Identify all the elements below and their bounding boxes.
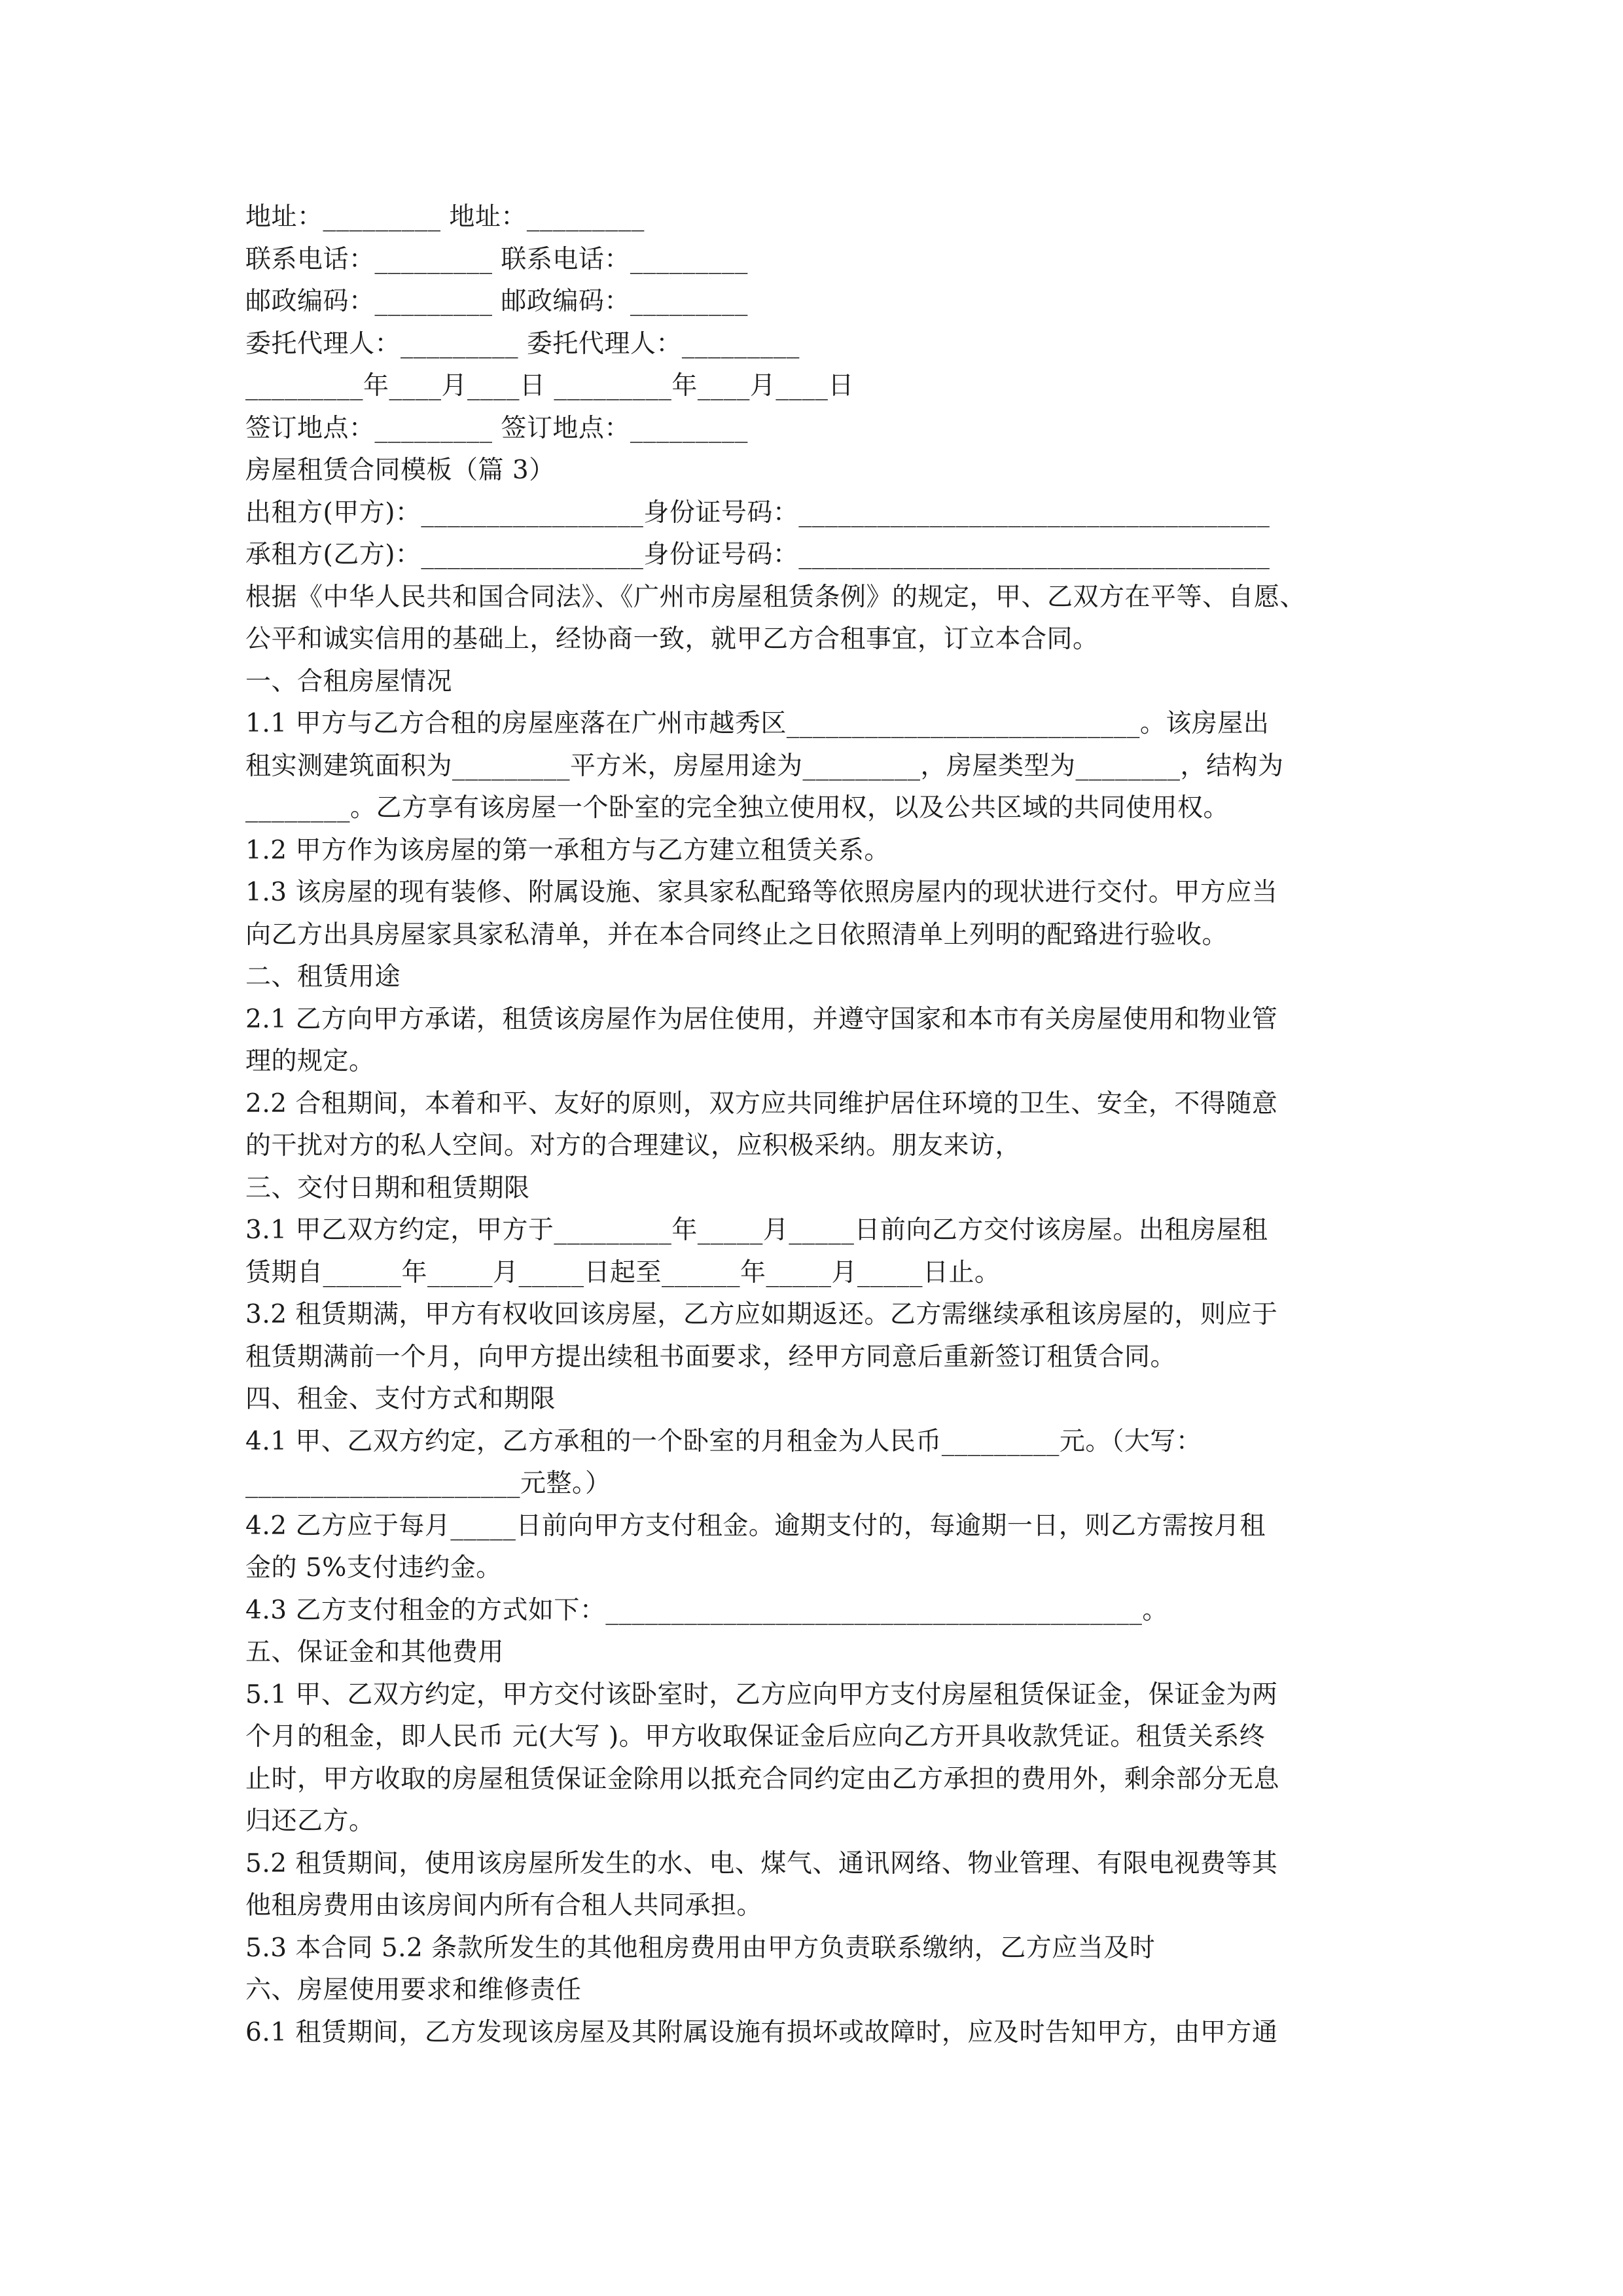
- section-heading: 二、租赁用途: [245, 962, 401, 992]
- text-line: 2.2 合租期间，本着和平、友好的原则，双方应共同维护居住环境的卫生、安全，不得随意: [245, 1088, 1278, 1119]
- section-heading: 三、交付日期和租赁期限: [245, 1173, 530, 1203]
- text-line: 赁期自______年_____月_____日起至______年_____月_____日止。: [245, 1257, 1001, 1287]
- text-line: 止时，甲方收取的房屋租赁保证金除用以抵充合同约定由乙方承担的费用外，剩余部分无息: [245, 1764, 1280, 1794]
- text-line: 承租方(乙方)：_________________身份证号码：____________________________________: [245, 540, 1270, 569]
- text-line: 根据《中华人民共和国合同法》、《广州市房屋租赁条例》的规定，甲、乙双方在平等、自愿、: [245, 582, 1306, 612]
- section-heading: 五、保证金和其他费用: [245, 1638, 505, 1667]
- text-line: 联系电话：_________ 联系电话：_________: [245, 244, 748, 274]
- text-line: 5.2 租赁期间，使用该房屋所发生的水、电、煤气、通讯网络、物业管理、有限电视费等其: [245, 1848, 1278, 1878]
- text-line: 4.1 甲、乙双方约定，乙方承租的一个卧室的月租金为人民币_________元。（大写：: [245, 1426, 1202, 1456]
- text-line: 归还乙方。: [245, 1806, 375, 1836]
- text-line: 4.3 乙方支付租金的方式如下：_________________________________________。: [245, 1595, 1168, 1625]
- document-body: [245, 196, 1378, 2054]
- text-line: 租实测建筑面积为_________平方米，房屋用途为_________，房屋类型为________，结构为: [245, 751, 1284, 781]
- text-line: 6.1 租赁期间，乙方发现该房屋及其附属设施有损坏或故障时，应及时告知甲方，由甲方通: [245, 2017, 1278, 2047]
- section-heading: 四、租金、支付方式和期限: [245, 1384, 556, 1414]
- text-line: 的干扰对方的私人空间。对方的合理建议，应积极采纳。朋友来访，: [245, 1131, 1022, 1160]
- text-line: 5.3 本合同 5.2 条款所发生的其他租房费用由甲方负责联系缴纳，乙方应当及时: [245, 1933, 1156, 1963]
- text-line: 2.1 乙方向甲方承诺，租赁该房屋作为居住使用，并遵守国家和本市有关房屋使用和物业管: [245, 1004, 1278, 1034]
- text-line: 地址：_________ 地址：_________: [245, 202, 645, 232]
- text-line: 委托代理人：_________ 委托代理人：_________: [245, 329, 800, 359]
- text-line: 出租方(甲方)：_________________身份证号码：____________________________________: [245, 497, 1270, 528]
- text-line: 4.2 乙方应于每月_____日前向甲方支付租金。逾期支付的，每逾期一日，则乙方需按月租: [245, 1511, 1266, 1541]
- text-line: 理的规定。: [245, 1047, 375, 1076]
- text-line: 金的 5%支付违约金。: [245, 1553, 502, 1583]
- text-line: 公平和诚实信用的基础上，经协商一致，就甲乙方合租事宜，订立本合同。: [245, 624, 1099, 654]
- text-line: 1.2 甲方作为该房屋的第一承租方与乙方建立租赁关系。: [245, 835, 890, 865]
- section-heading: 一、合租房屋情况: [245, 666, 453, 696]
- section-heading: 六、房屋使用要求和维修责任: [245, 1975, 582, 2005]
- text-line: _________年____月____日 _________年____月____日: [245, 371, 854, 401]
- text-line: _____________________元整。）: [245, 1469, 611, 1498]
- text-line: 个月的租金，即人民币 元(大写 )。甲方收取保证金后应向乙方开具收款凭证。租赁关系终: [245, 1722, 1266, 1751]
- text-line: 租赁期满前一个月，向甲方提出续租书面要求，经甲方同意后重新签订租赁合同。: [245, 1342, 1177, 1372]
- section-title: 房屋租赁合同模板（篇 3）: [245, 456, 555, 485]
- text-line: 3.1 甲乙双方约定，甲方于_________年_____月_____日前向乙方交付该房屋。出租房屋租: [245, 1215, 1268, 1245]
- text-line: 1.1 甲方与乙方合租的房屋座落在广州市越秀区___________________________。该房屋出: [245, 709, 1270, 738]
- text-line: ________。乙方享有该房屋一个卧室的完全独立使用权，以及公共区域的共同使用权。: [245, 793, 1230, 823]
- text-line: 他租房费用由该房间内所有合租人共同承担。: [245, 1891, 763, 1920]
- text-line: 邮政编码：_________ 邮政编码：_________: [245, 287, 748, 316]
- text-line: 1.3 该房屋的现有装修、附属设施、家具家私配臵等依照房屋内的现状进行交付。甲方应当: [245, 878, 1278, 907]
- text-line: 3.2 租赁期满，甲方有权收回该房屋，乙方应如期返还。乙方需继续承租该房屋的，则应于: [245, 1300, 1278, 1329]
- text-line: 向乙方出具房屋家具家私清单，并在本合同终止之日依照清单上列明的配臵进行验收。: [245, 920, 1228, 950]
- text-line: 签订地点：_________ 签订地点：_________: [245, 413, 748, 443]
- text-line: 5.1 甲、乙双方约定，甲方交付该卧室时，乙方应向甲方支付房屋租赁保证金，保证金为两: [245, 1679, 1278, 1710]
